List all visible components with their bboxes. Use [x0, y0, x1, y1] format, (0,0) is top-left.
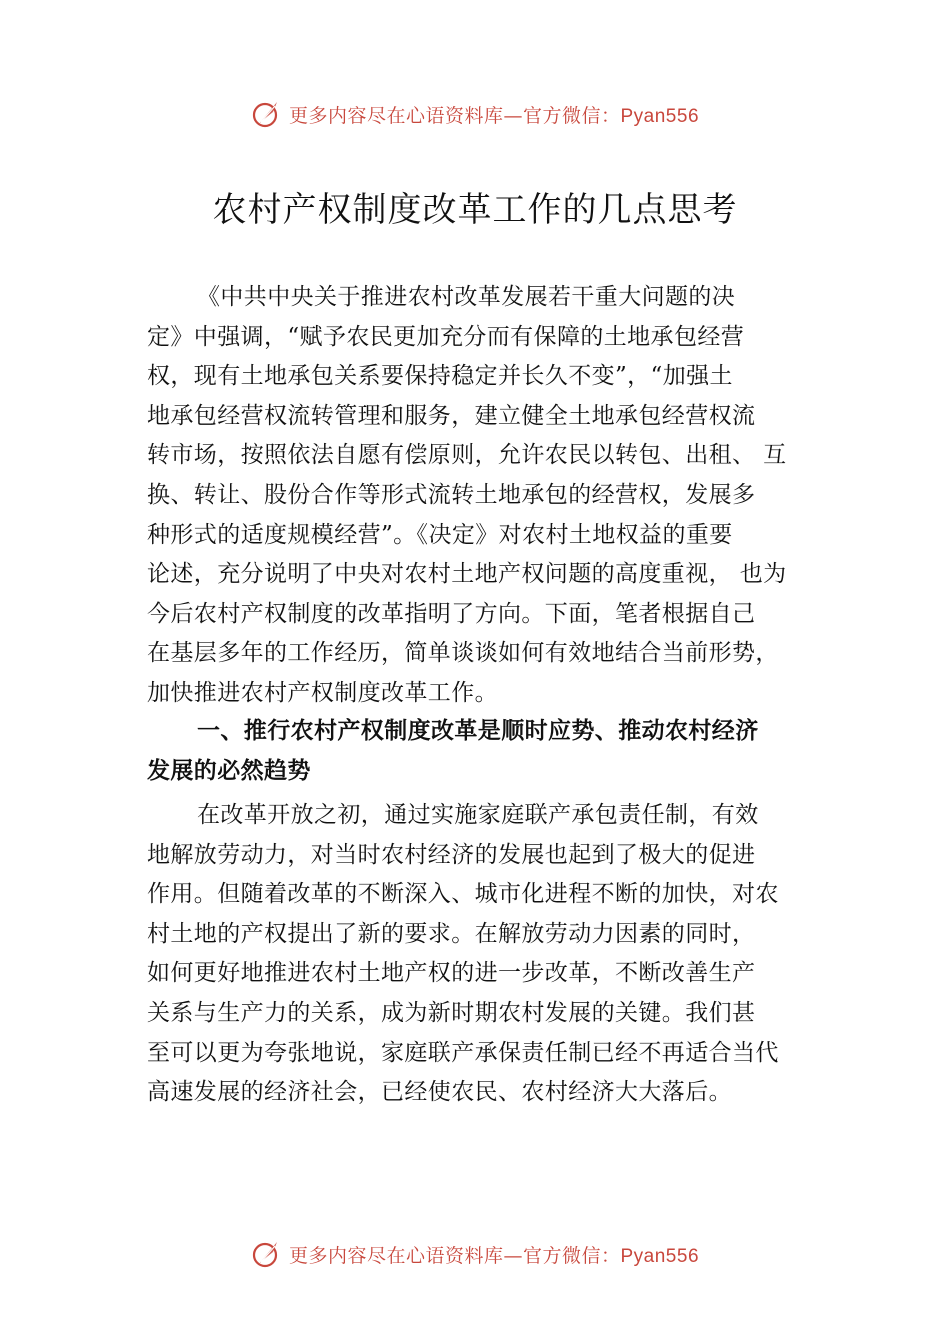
text-line: 村土地的产权提出了新的要求。在解放劳动力因素的同时，	[147, 920, 756, 947]
text-line: 如何更好地推进农村土地产权的进一步改革，不断改善生产	[147, 960, 756, 987]
text-line: 作用。但随着改革的不断深入、城市化进程不断的加快，对农	[147, 881, 779, 908]
text-line: 至可以更为夸张地说，家庭联产承保责任制已经不再适合当代	[147, 1039, 779, 1066]
header-watermark	[0, 94, 950, 134]
paragraph-1	[147, 278, 827, 714]
watermark-text: 更多内容尽在心语资料库—官方微信：Pyan556	[288, 1244, 700, 1267]
footer-watermark	[0, 1234, 950, 1274]
text-line: 在改革开放之初，通过实施家庭联产承包责任制，有效	[197, 802, 759, 828]
text-line: 加快推进农村产权制度改革工作。	[147, 679, 498, 706]
text-line: 论述，充分说明了中央对农村土地产权问题的高度重视， 也为	[147, 561, 787, 588]
text-line: 地解放劳动力，对当时农村经济的发展也起到了极大的促进	[147, 841, 756, 868]
text-line: 关系与生产力的关系，成为新时期农村发展的关键。我们甚	[147, 999, 756, 1026]
text-line: 种形式的适度规模经营”。《决定》对农村土地权益的重要	[147, 521, 733, 548]
text-line: 转市场，按照依法自愿有偿原则，允许农民以转包、出租、 互	[147, 442, 787, 469]
text-line: 今后农村产权制度的改革指明了方向。下面，笔者根据自己	[147, 600, 756, 627]
heading-line: 一、推行农村产权制度改革是顺时应势、推动农村经济	[197, 718, 759, 744]
text-line: 地承包经营权流转管理和服务，建立健全土地承包经营权流	[147, 402, 756, 429]
watermark-text: 更多内容尽在心语资料库—官方微信：Pyan556	[288, 104, 700, 127]
text-line: 高速发展的经济社会，已经使农民、农村经济大大落后。	[147, 1079, 732, 1106]
heading-line: 发展的必然趋势	[147, 758, 311, 784]
text-line: 权，现有土地承包关系要保持稳定并长久不变”，“加强土	[147, 363, 733, 390]
quill-logo-icon	[251, 1238, 283, 1270]
paragraph-2	[147, 796, 827, 1113]
text-line: 换、转让、股份合作等形式流转土地承包的经营权，发展多	[147, 481, 756, 508]
text-line: 在基层多年的工作经历，简单谈谈如何有效地结合当前形势，	[147, 640, 779, 667]
text-line: 定》中强调，“赋予农民更加充分而有保障的土地承包经营	[147, 323, 745, 350]
quill-logo-icon	[251, 98, 283, 130]
text-line: 《中共中央关于推进农村改革发展若干重大问题的决	[197, 284, 736, 310]
section-heading-1	[147, 712, 827, 792]
document-title: 农村产权制度改革工作的几点思考	[212, 190, 738, 230]
